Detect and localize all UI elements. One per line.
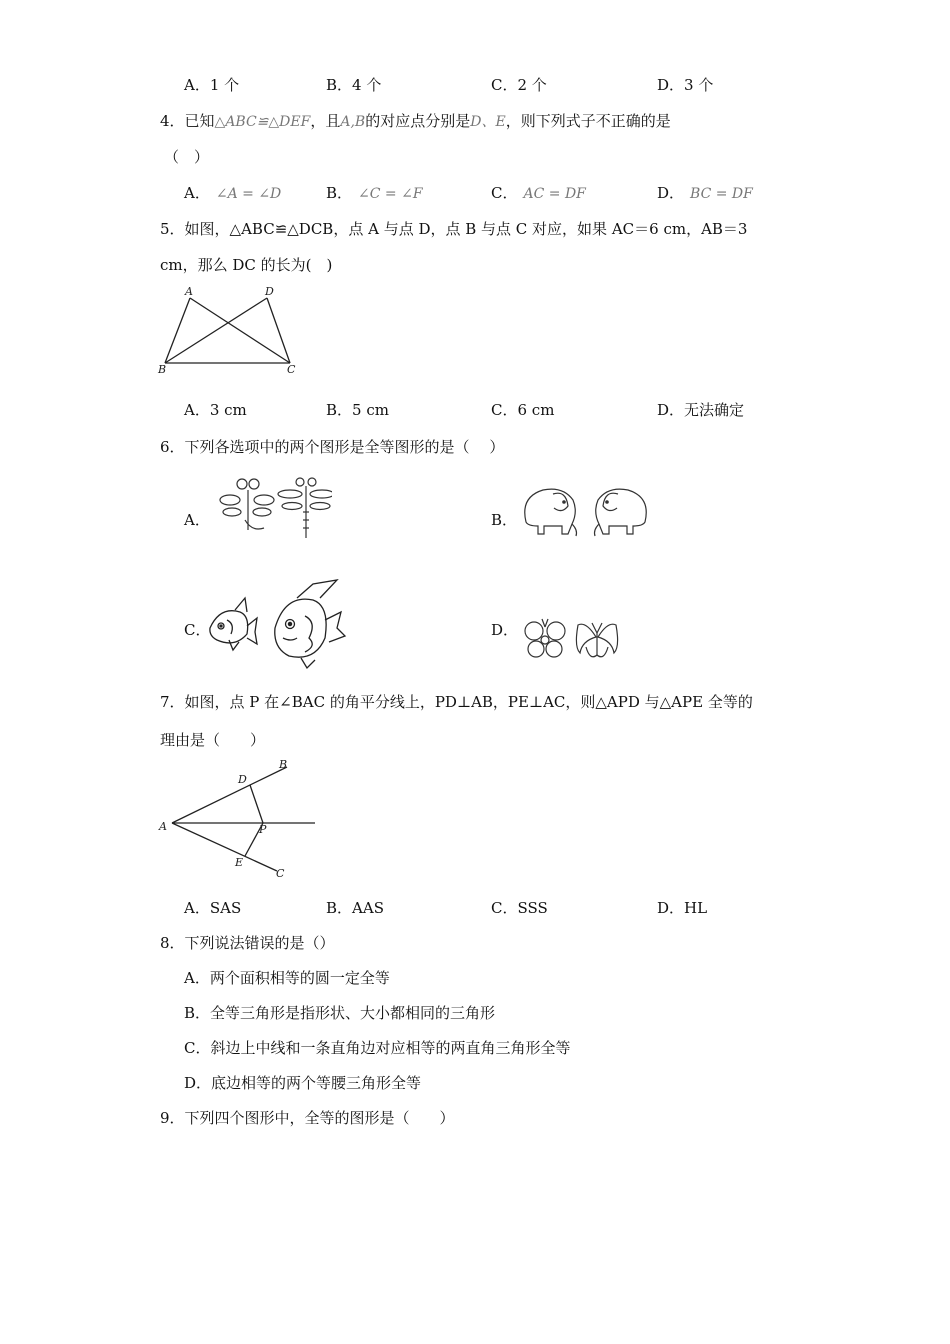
q4-text: 的对应点分别是 xyxy=(365,112,471,130)
q6-option-d-label: D． xyxy=(491,621,519,639)
q7-label-a: A xyxy=(159,820,167,833)
q4-stem xyxy=(160,111,671,132)
q7-label-b: B xyxy=(279,758,288,771)
q4-option-b xyxy=(326,183,423,204)
q8-option-d: D．底边相等的两个等腰三角形全等 xyxy=(184,1074,422,1092)
q4-option-a xyxy=(184,183,281,204)
q4-option-d xyxy=(657,183,753,204)
q7-option-b: B．AAS xyxy=(326,899,384,917)
q5-label-c: C xyxy=(287,363,296,376)
q7-figure xyxy=(155,755,325,883)
q4-formula-congruence: △ABC≌△DEF xyxy=(214,114,311,130)
q8-option-c: C．斜边上中线和一条直角边对应相等的两直角三角形全等 xyxy=(184,1039,571,1057)
q7-label-c: C xyxy=(276,867,285,880)
q5-option-d: D．无法确定 xyxy=(657,401,745,419)
q9-stem: 9．下列四个图形中，全等的图形是（ ） xyxy=(160,1109,455,1127)
q5-option-b: B．5 cm xyxy=(326,401,389,419)
q7-option-a: A．SAS xyxy=(184,899,242,917)
butterfly-pair-image xyxy=(520,617,625,667)
q3-option-b: B．4 个 xyxy=(326,76,382,94)
q7-stem-line1: 7．如图，点 P 在∠BAC 的角平分线上，PD⊥AB，PE⊥AC，则△APD 与△APE 全等的 xyxy=(160,693,753,711)
q6-option-c-label: C． xyxy=(184,621,211,639)
q5-label-b: B xyxy=(158,363,167,376)
q4-formula-points: A,B xyxy=(340,114,366,130)
q7-label-p: P xyxy=(259,823,267,836)
q4-formula-corr: D、E xyxy=(470,114,506,130)
q4-option-d-label: D． xyxy=(657,184,685,202)
q6-option-a-label: A． xyxy=(184,511,210,529)
elephant-pair-image xyxy=(518,482,653,542)
fish-pair-image xyxy=(205,576,350,671)
q6-option-b-label: B． xyxy=(491,511,518,529)
q4-text: ，且 xyxy=(310,112,341,130)
q4-option-d-formula: BC = DF xyxy=(690,186,753,202)
q7-label-d: D xyxy=(238,773,247,786)
q7-option-d: D．HL xyxy=(657,899,708,917)
q4-option-a-label: A． xyxy=(184,184,210,202)
q7-label-e: E xyxy=(235,856,244,869)
q5-figure xyxy=(155,283,305,378)
q5-stem-line1: 5．如图，△ABC≌△DCB，点 A 与点 D，点 B 与点 C 对应，如果 AC＝6 cm，AB＝3 xyxy=(160,220,748,238)
q4-text: ，则下列式子不正确的是 xyxy=(505,112,671,130)
q5-label-a: A xyxy=(185,285,193,298)
q7-option-c: C．SSS xyxy=(491,899,548,917)
q8-option-b: B．全等三角形是指形状、大小都相同的三角形 xyxy=(184,1004,496,1022)
q4-option-b-label: B． xyxy=(326,184,353,202)
q5-stem-line2: cm，那么 DC 的长为( ) xyxy=(160,256,333,274)
q8-stem: 8．下列说法错误的是（） xyxy=(160,934,335,952)
q4-option-c-formula: AC = DF xyxy=(523,186,586,202)
q5-option-a: A．3 cm xyxy=(184,401,247,419)
q4-option-b-formula: ∠C = ∠F xyxy=(358,186,423,202)
q3-option-a: A．1 个 xyxy=(184,76,240,94)
q4-option-c-label: C． xyxy=(491,184,518,202)
q4-option-c xyxy=(491,183,586,204)
q3-option-d: D．3 个 xyxy=(657,76,714,94)
q4-option-a-formula: ∠A = ∠D xyxy=(215,186,282,202)
q6-stem: 6．下列各选项中的两个图形是全等图形的是（ ） xyxy=(160,438,505,456)
q3-option-c: C．2 个 xyxy=(491,76,547,94)
q7-stem-line2: 理由是（ ） xyxy=(160,731,266,749)
q4-paren: （ ） xyxy=(164,148,210,166)
q5-option-c: C．6 cm xyxy=(491,401,555,419)
dragonfly-pair-image xyxy=(212,472,332,542)
q8-option-a: A．两个面积相等的圆一定全等 xyxy=(184,969,390,987)
q4-number: 4．已知 xyxy=(160,112,215,130)
q5-label-d: D xyxy=(265,285,274,298)
